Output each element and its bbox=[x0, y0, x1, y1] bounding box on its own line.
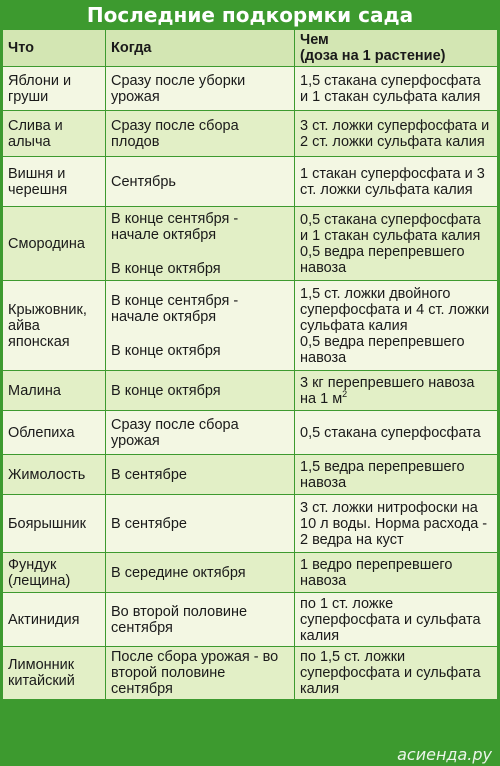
cell-when bbox=[106, 647, 295, 700]
table-row bbox=[3, 157, 497, 207]
cell-dose bbox=[295, 157, 497, 207]
cell-when-text: В сентябре bbox=[111, 515, 187, 532]
cell-dose-text: 0,5 стакана суперфосфата и 1 стакан сульфата калия bbox=[300, 211, 481, 244]
cell-dose bbox=[295, 455, 497, 495]
cell-dose-text: по 1 ст. ложке суперфосфата и сульфата калия bbox=[300, 595, 481, 644]
cell-plant: Слива и алыча bbox=[3, 111, 106, 157]
cell-dose bbox=[295, 411, 497, 455]
cell-dose bbox=[295, 371, 497, 411]
cell-dose-text: 1,5 ст. ложки двойного суперфосфата и 4 ст. ложки сульфата калия bbox=[300, 285, 490, 334]
table-row bbox=[3, 371, 497, 411]
cell-when-text: В середине октября bbox=[111, 564, 246, 581]
cell-when bbox=[106, 67, 295, 111]
cell-dose bbox=[295, 281, 497, 371]
cell-when-text: Во второй половине сентября bbox=[111, 603, 248, 636]
cell-dose-text: 1 ведро перепревшего навоза bbox=[300, 556, 453, 589]
column-header-when: Когда bbox=[106, 30, 295, 67]
table-row bbox=[3, 111, 497, 157]
cell-when-text: Сразу после уборки урожая bbox=[111, 72, 246, 105]
table-row bbox=[3, 281, 497, 371]
cell-dose-text: 0,5 ведра перепревшего навоза bbox=[300, 243, 465, 276]
cell-when bbox=[106, 371, 295, 411]
column-header-with-line2: (доза на 1 растение) bbox=[300, 48, 446, 64]
table-body bbox=[3, 67, 497, 700]
feeding-table bbox=[3, 30, 497, 700]
cell-plant: Малина bbox=[3, 371, 106, 411]
superscript: 2 bbox=[342, 388, 348, 399]
cell-plant: Боярышник bbox=[3, 495, 106, 553]
cell-dose-text: 3 ст. ложки суперфосфата и 2 ст. ложки сульфата калия bbox=[300, 117, 490, 150]
cell-when bbox=[106, 455, 295, 495]
cell-plant: Актинидия bbox=[3, 593, 106, 647]
cell-dose-text: 1,5 стакана суперфосфата и 1 стакан сульфата калия bbox=[300, 72, 481, 105]
cell-dose-text: 0,5 стакана суперфосфата bbox=[300, 424, 481, 441]
table-row bbox=[3, 495, 497, 553]
table-row bbox=[3, 553, 497, 593]
cell-dose bbox=[295, 495, 497, 553]
column-header-with bbox=[295, 30, 497, 67]
cell-when bbox=[106, 495, 295, 553]
cell-when bbox=[106, 207, 295, 281]
table-row bbox=[3, 67, 497, 111]
table-header-row bbox=[3, 30, 497, 67]
cell-when-text: В конце октября bbox=[111, 260, 221, 277]
column-header-what: Что bbox=[3, 30, 106, 67]
cell-plant: Облепиха bbox=[3, 411, 106, 455]
table-row bbox=[3, 411, 497, 455]
cell-dose bbox=[295, 593, 497, 647]
cell-when-text: В конце сентября - начале октября bbox=[111, 210, 239, 243]
cell-dose-text: по 1,5 ст. ложки суперфосфата и сульфата калия bbox=[300, 649, 481, 697]
cell-dose bbox=[295, 207, 497, 281]
cell-when-text: После сбора урожая - во второй половине сентября bbox=[111, 649, 279, 697]
page-title: Последние подкормки сада bbox=[86, 3, 414, 27]
cell-plant: Яблони и груши bbox=[3, 67, 106, 111]
cell-when bbox=[106, 157, 295, 207]
cell-plant: Смородина bbox=[3, 207, 106, 281]
table-row bbox=[3, 455, 497, 495]
cell-plant: Лимонник китайский bbox=[3, 647, 106, 700]
cell-when-text: Сентябрь bbox=[111, 173, 176, 190]
watermark: асиенда.ру bbox=[397, 745, 492, 764]
cell-when bbox=[106, 281, 295, 371]
cell-dose bbox=[295, 647, 497, 700]
cell-dose-text: 3 кг перепревшего навоза на 1 м bbox=[300, 374, 475, 407]
cell-when bbox=[106, 111, 295, 157]
cell-dose-text: 0,5 ведра перепревшего навоза bbox=[300, 333, 465, 366]
cell-when bbox=[106, 593, 295, 647]
table-row bbox=[3, 207, 497, 281]
table-row bbox=[3, 647, 497, 700]
cell-when bbox=[106, 411, 295, 455]
cell-dose bbox=[295, 111, 497, 157]
cell-plant: Фундук (лещина) bbox=[3, 553, 106, 593]
cell-when-text: Сразу после сбора плодов bbox=[111, 117, 239, 150]
cell-when-text: В сентябре bbox=[111, 466, 187, 483]
cell-dose bbox=[295, 553, 497, 593]
cell-dose-text: 1 стакан суперфосфата и 3 ст. ложки сульфата калия bbox=[300, 165, 485, 198]
cell-dose-text: 3 ст. ложки нитрофоски на 10 л воды. Норма расхода - 2 ведра на куст bbox=[300, 499, 488, 548]
cell-dose-text: 1,5 ведра перепревшего навоза bbox=[300, 458, 465, 491]
column-header-with-line1: Чем bbox=[300, 32, 329, 48]
cell-when-text: Сразу после сбора урожая bbox=[111, 416, 239, 449]
cell-when-text: В конце октября bbox=[111, 342, 221, 359]
cell-plant: Крыжовник, айва японская bbox=[3, 281, 106, 371]
cell-dose bbox=[295, 67, 497, 111]
cell-plant: Вишня и черешня bbox=[3, 157, 106, 207]
table-row bbox=[3, 593, 497, 647]
cell-when-text: В конце сентября - начале октября bbox=[111, 292, 239, 325]
cell-plant: Жимолость bbox=[3, 455, 106, 495]
cell-when bbox=[106, 553, 295, 593]
cell-when-text: В конце октября bbox=[111, 382, 221, 399]
